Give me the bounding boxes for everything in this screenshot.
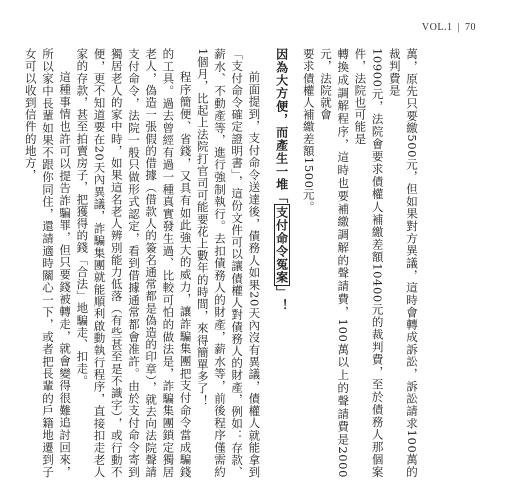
body-line: 要求債權人補繳差額1500元。 bbox=[301, 48, 316, 213]
body-line: 10900元，法院會要求債權人補繳差額10400元的裁判費，至於債務人那個案件，法院也可能是 bbox=[353, 48, 385, 478]
heading-suffix: 」！ bbox=[274, 286, 289, 312]
paragraph: 程序簡便、省錢，又具有如此強大的威力，讓詐騙集團把支付命令當成騙錢的工具。過去曾經有過一種真實發生過、比較可怕的做法是，詐騙集團鎖定獨居老人，偽造一張假的借據（借款人的簽名通常都是偽造的印章），就去向法院聲請支付命令，法院一般只做形式認定，看到借據通常都會准許。由於支付命令寄到獨居老人的家中時，如果這名老人辨別能力低落（有些甚至是不識字），或行動不便，更不知道要在20天內異議，詐騙集團就能順利啟動執行程序，直接扣走老人家的存款，甚至拍賣房子，把獲得的錢「合法」地騙走、扣走。 bbox=[75, 48, 193, 478]
header-divider: | bbox=[457, 22, 460, 33]
paragraph: 前面提到，支付命令送達後，債務人如果20天內沒有異議，債權人就能拿到「支付命令確定證明書」，這份文件可以讓債權人對債務人的財產，例如：存款、薪水、不動產等，進行強制執行。去扣債務人的財產，薪水等，前後程序僅需約1個月，比起上法院打官司可能要花上數年的時間，來得簡單多了！ bbox=[195, 48, 262, 478]
volume-label: VOL.1 bbox=[421, 22, 453, 33]
page-number: 70 bbox=[465, 22, 476, 33]
page-body bbox=[23, 48, 420, 478]
section-heading bbox=[272, 48, 289, 478]
body-line: 轉換成調解程序，這時也要補繳調解的聲請費，100萬以上的聲請費是2000元，法院就會 bbox=[318, 48, 351, 478]
running-header bbox=[422, 22, 476, 33]
heading-text: 因為大方便，而產生一堆「 bbox=[274, 48, 289, 204]
body-line: 萬，原先只要繳500元，但如果對方異議，這時會轉成訴訟，訴訟請求100萬的裁判費是 bbox=[387, 48, 419, 478]
heading-boxed-text: 支付命令冤案 bbox=[274, 206, 289, 284]
paragraph: 這種事情也許可以提告詐騙罪，但只要錢被轉走，就會變得很難追討回來，所以家中長輩如果不跟你同住，還請適時關心一下，或者把長輩的戶籍地遷到子女可以收到信件的地方， bbox=[23, 48, 73, 478]
